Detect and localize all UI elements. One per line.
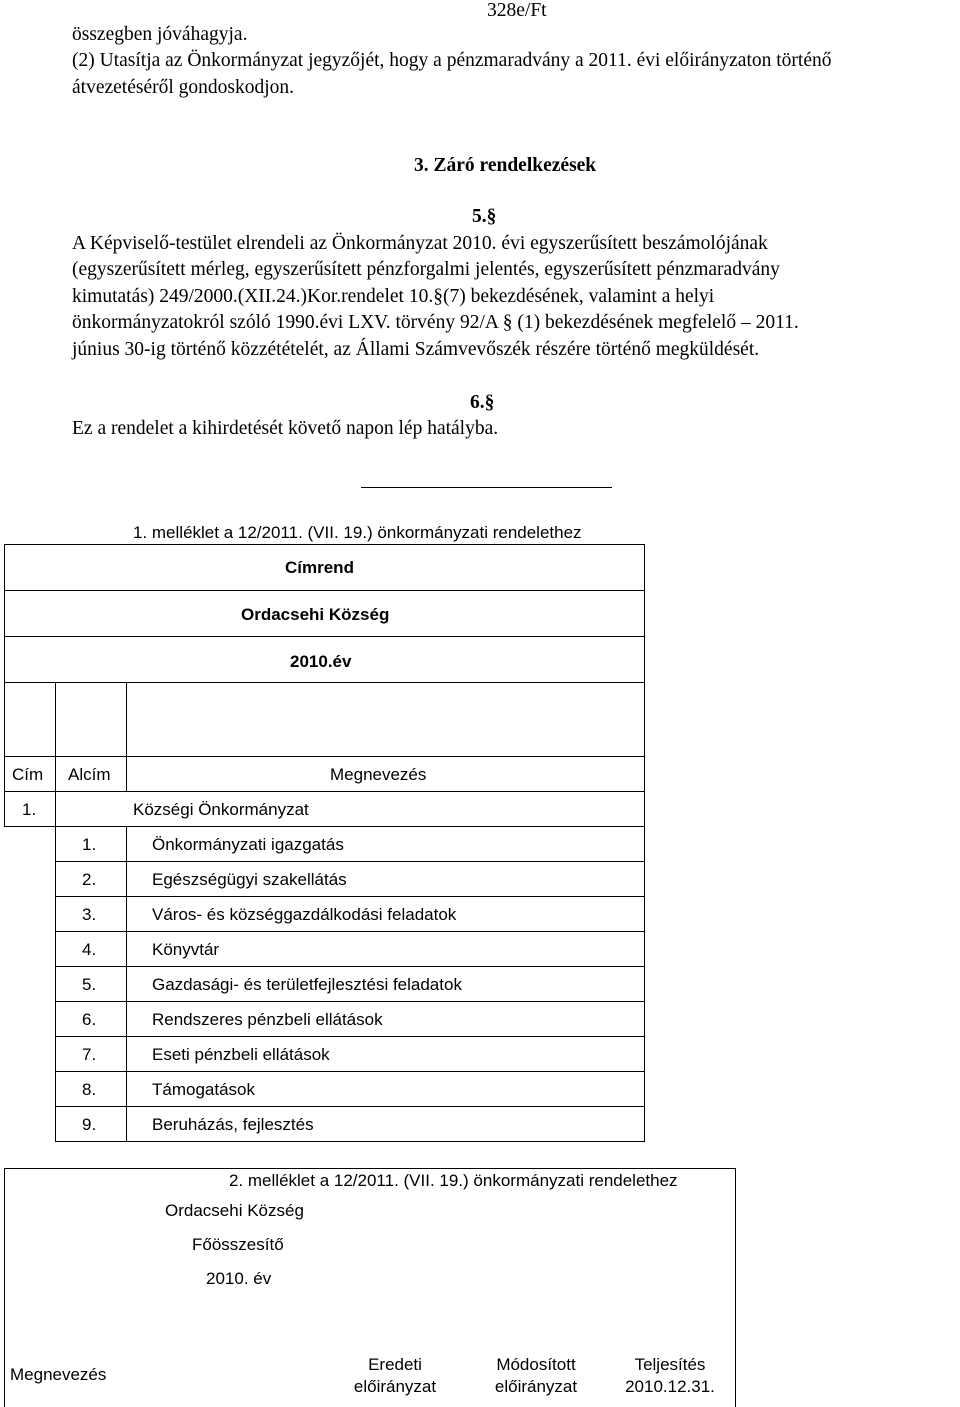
annex-subtitle: Főösszesítő (192, 1235, 284, 1254)
annex-title: Címrend (285, 558, 354, 577)
separator-line (361, 487, 612, 488)
paragraph-text: Ez a rendelet a kihirdetését követő napon lép hatályba. (72, 418, 499, 439)
column-header-line: Eredeti (368, 1355, 422, 1374)
row-number: 9. (82, 1115, 97, 1134)
main-row-number: 1. (22, 800, 37, 819)
annex-caption: 1. melléklet a 12/2011. (VII. 19.) önkormányzati rendelethez (133, 523, 582, 542)
row-number: 5. (82, 975, 97, 994)
annex-subtitle: Ordacsehi Község (241, 605, 390, 624)
column-header-line: előirányzat (494, 1377, 578, 1396)
paragraph-number: 5.§ (472, 206, 497, 227)
row-label: Gazdasági- és területfejlesztési feladatok (152, 975, 462, 994)
annex-year: 2010.év (290, 652, 352, 671)
paragraph-line: A Képviselő-testület elrendeli az Önkormányzat 2010. évi egyszerűsített beszámolójának (72, 233, 768, 254)
text-line: átvezetéséről gondoskodjon. (72, 77, 295, 98)
row-number: 7. (82, 1045, 97, 1064)
column-header-modositott (476, 1354, 596, 1398)
paragraph-line: önkormányzatokról szóló 1990.évi LXV. törvény 92/A § (1) bekezdésének megfelelő – 2011. (72, 312, 799, 333)
row-number: 6. (82, 1010, 97, 1029)
column-header-cim: Cím (12, 765, 44, 784)
row-number: 1. (82, 835, 97, 854)
paragraph-line: (egyszerűsített mérleg, egyszerűsített pénzforgalmi jelentés, egyszerűsített pénzmaradvány (72, 259, 780, 280)
paragraph-number: 6.§ (470, 392, 495, 413)
annex-year: 2010. év (206, 1269, 272, 1288)
section-heading: 3. Záró rendelkezések (414, 155, 597, 176)
row-label: Támogatások (152, 1080, 255, 1099)
text-line: (2) Utasítja az Önkormányzat jegyzőjét, hogy a pénzmaradvány a 2011. évi előirányzaton történő (72, 50, 832, 71)
column-header-line: előirányzat (353, 1377, 437, 1396)
column-header-megnevezes: Megnevezés (10, 1365, 107, 1384)
paragraph-line: kimutatás) 249/2000.(XII.24.)Kor.rendelet 10.§(7) bekezdésének, valamint a helyi (72, 286, 715, 307)
row-label: Város- és községgazdálkodási feladatok (152, 905, 457, 924)
column-header-line: 2010.12.31. (625, 1377, 715, 1396)
row-label: Önkormányzati igazgatás (152, 835, 344, 854)
annex-caption: 2. melléklet a 12/2011. (VII. 19.) önkormányzati rendelethez (229, 1171, 678, 1190)
column-header-line: Módosított (496, 1355, 576, 1374)
row-label: Egészségügyi szakellátás (152, 870, 347, 889)
row-number: 4. (82, 940, 97, 959)
page-reference: 328e/Ft (487, 0, 547, 21)
column-header-megnevezes: Megnevezés (330, 765, 427, 784)
row-number: 3. (82, 905, 97, 924)
row-number: 8. (82, 1080, 97, 1099)
column-header-alcim: Alcím (68, 765, 111, 784)
column-header-line: Teljesítés (634, 1355, 706, 1374)
text-line: összegben jóváhagyja. (72, 24, 248, 45)
column-header-eredeti (340, 1354, 450, 1398)
row-label: Beruházás, fejlesztés (152, 1115, 314, 1134)
main-row-label: Községi Önkormányzat (133, 800, 309, 819)
row-label: Könyvtár (152, 940, 220, 959)
paragraph-line: június 30-ig történő közzétételét, az Állami Számvevőszék részére történő megküldését. (72, 339, 760, 360)
column-header-teljesites (610, 1354, 730, 1398)
annex-title: Ordacsehi Község (165, 1201, 304, 1220)
row-label: Eseti pénzbeli ellátások (152, 1045, 330, 1064)
row-label: Rendszeres pénzbeli ellátások (152, 1010, 383, 1029)
row-number: 2. (82, 870, 97, 889)
